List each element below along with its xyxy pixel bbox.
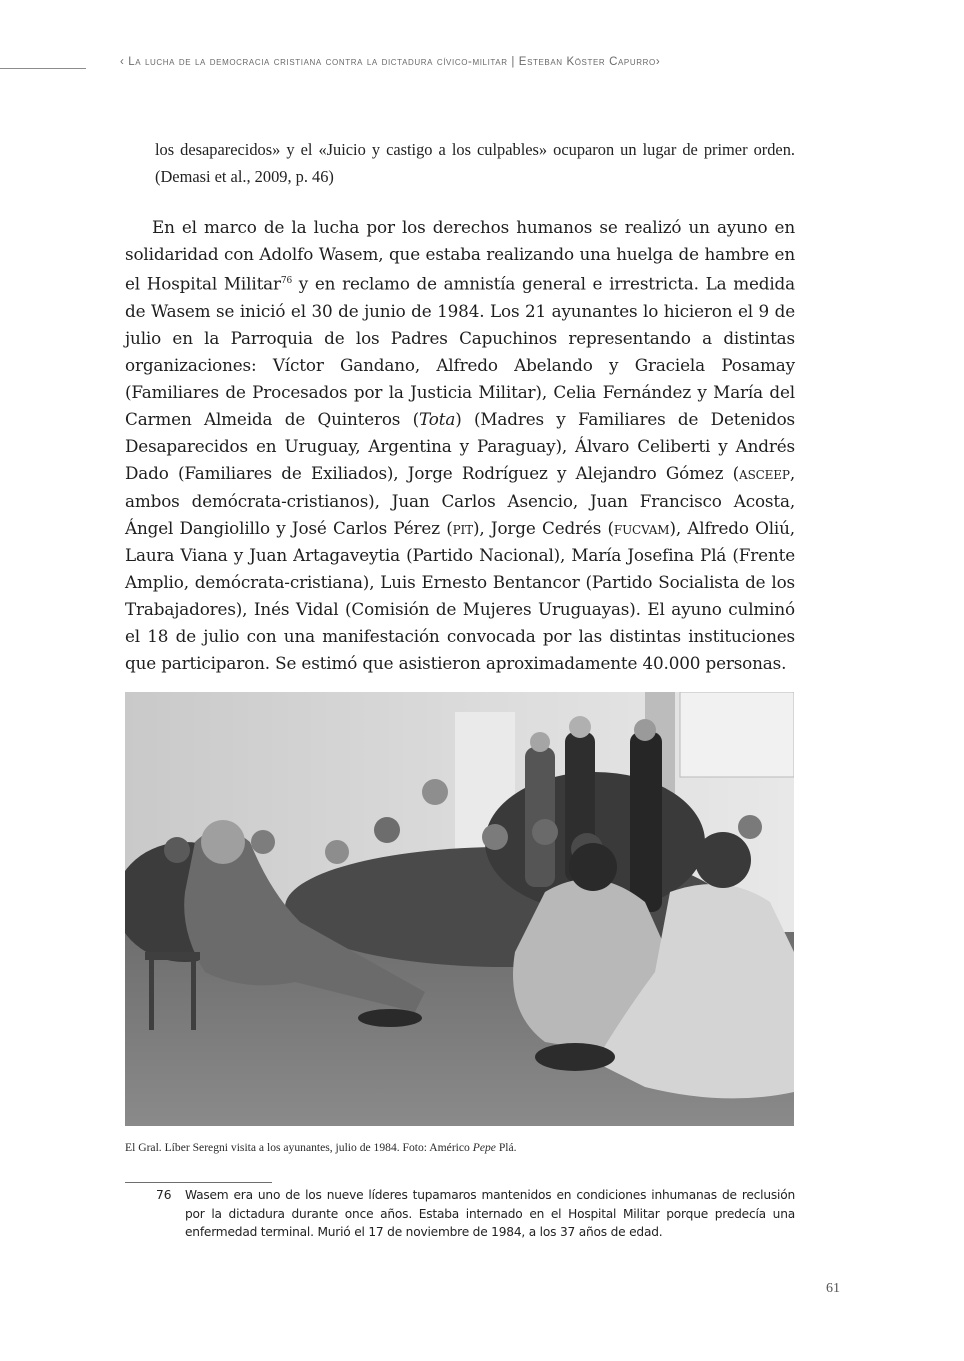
footnote-text: Wasem era uno de los nueve líderes tupamaros mantenidos en condiciones inhumanas de reclusión por la dictadura durante once años. Estaba internado en el Hospital Militar porque predecía una enfermedad terminal. Murió el 17 de noviembre de 1984, a los 37 años de edad. [185, 1188, 795, 1240]
paragraph-text [125, 214, 795, 677]
asceep-smallcaps: asceep [739, 463, 790, 484]
photo-head [325, 840, 349, 864]
body-paragraph [125, 214, 795, 677]
photo-head [569, 716, 591, 738]
photo-boots [535, 1043, 615, 1071]
footnote-ref: 76 [280, 276, 293, 287]
photo-head [251, 830, 275, 854]
paragraph-part3: ) (Madres y Familiares de Detenidos Desaparecidos en Uruguay, Argentina y Paraguay), Álvaro Celiberti y Andrés Dado (Familiares de Exiliados), Jorge Rodríguez y Alejandro Gómez ( [125, 409, 796, 484]
block-quote [155, 136, 795, 190]
photo-shoe [358, 1009, 422, 1027]
paragraph-part2: y en reclamo de amnistía general e irrestricta. La medida de Wasem se inició el 30 de junio de 1984. Los 21 ayunantes lo hicieron el 9 de julio en la Parroquia de los Padres Capuchinos representando a distintas organizaciones: Víctor Gandano, Alfredo Abelando y Graciela Posamay (Familiares de Procesados por la Justicia Militar), Celia Fernández y María del Carmen Almeida de Quinteros ( [125, 273, 795, 430]
photo-noticeboard [680, 692, 794, 777]
photo-head [569, 843, 617, 891]
photo-stool [145, 952, 200, 960]
photo-head [164, 837, 190, 863]
photograph [125, 692, 794, 1126]
photo-head [482, 824, 508, 850]
header-rule [0, 68, 86, 69]
photo-head [532, 819, 558, 845]
photo-stool-leg [149, 960, 154, 1030]
quote-text: los desaparecidos» y el «Juicio y castigo a los culpables» ocuparon un lugar de primer orden. (Demasi et al., 2009, p. 46) [155, 140, 795, 186]
fucvam-smallcaps: fucvam [613, 517, 670, 538]
caption-pepe: Pepe [472, 1141, 496, 1154]
caption-part1: El Gral. Líber Seregni visita a los ayunantes, julio de 1984. Foto: Américo [125, 1141, 473, 1154]
paragraph-part1: En el marco de la lucha por los derechos humanos se realizó un ayuno en solidaridad con Adolfo Wasem, que estaba realizando una huelga de hambre en el Hospital Militar [125, 217, 795, 294]
photo-standing-figure [630, 732, 662, 912]
photo-head [201, 820, 245, 864]
photo-standing-figure [525, 747, 555, 887]
paragraph-part4: , ambos demócrata-cristianos), Juan Carlos Asencio, Juan Francisco Acosta, Ángel Dangiolillo y José Carlos Pérez ( [125, 463, 795, 538]
footnote-number: 76 [156, 1188, 172, 1202]
photo-head [738, 815, 762, 839]
paragraph-part5: ), Jorge Cedrés ( [473, 517, 614, 538]
caption-part2: Plá. [495, 1141, 517, 1154]
photo-caption [125, 1141, 795, 1154]
photo-stool-leg [191, 960, 196, 1030]
footnote [125, 1186, 795, 1242]
paragraph-part6: ), Alfredo Oliú, Laura Viana y Juan Artagaveytia (Partido Nacional), María Josefina Plá (Frente Amplio, demócrata-cristiana), Luis Ernesto Bentancor (Partido Socialista de los Trabajadores), Inés Vidal (Comisión de Mujeres Uruguayas). El ayuno culminó el 18 de julio con una manifestación convocada por las distintas instituciones que participaron. Se estimó que asistieron aproximadamente 40.000 personas. [125, 517, 795, 674]
photo-head [634, 719, 656, 741]
photo-head [530, 732, 550, 752]
pit-smallcaps: pit [452, 517, 473, 538]
tota-italic: Tota [419, 409, 456, 430]
page-number: 61 [826, 1281, 840, 1296]
photo-head [695, 832, 751, 888]
footnote-rule [125, 1182, 272, 1183]
photo-head [422, 779, 448, 805]
photo-head [374, 817, 400, 843]
running-head: ‹ La lucha de la democracia cristiana contra la dictadura cívico-militar | Esteban Köster Capurro› [120, 56, 661, 68]
